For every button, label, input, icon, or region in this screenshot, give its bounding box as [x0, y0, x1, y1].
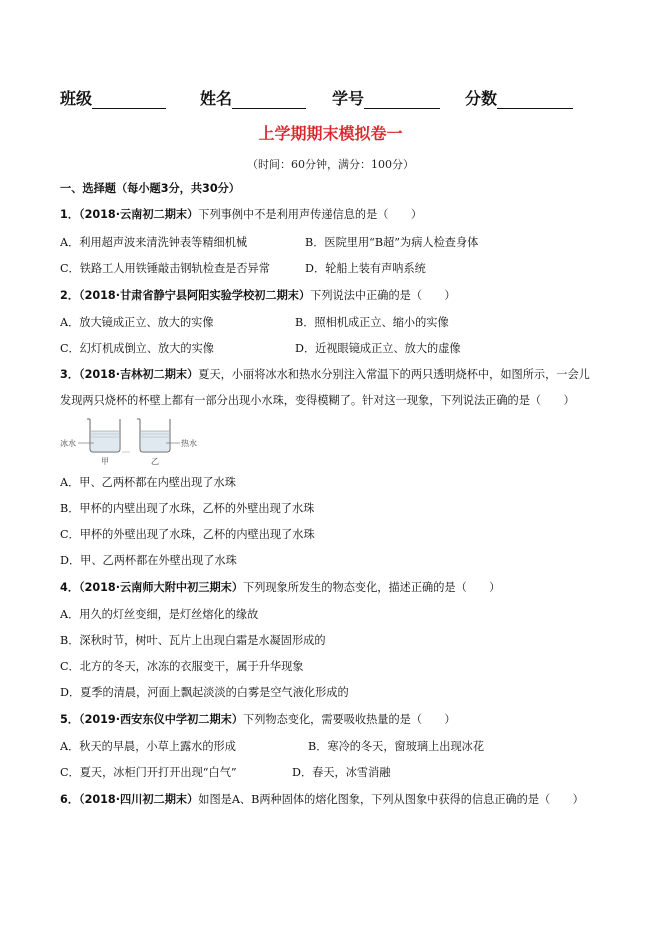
- question-text: 下列物态变化，需要吸收热量的是（ ）: [243, 713, 456, 726]
- q5-option-c: C．夏天，冰柜门开打开出现“白气”: [60, 766, 237, 779]
- name-label: 姓名: [200, 89, 233, 108]
- question-number: 4．: [60, 581, 79, 594]
- q5-option-d: D．春天，冰雪消融: [292, 766, 391, 779]
- question-text: 夏天，小丽将冰水和热水分别注入常温下的两只透明烧杯中，如图所示，一会儿: [198, 368, 590, 381]
- name-blank[interactable]: [232, 90, 306, 109]
- question-source: （2018·四川初二期末）: [78, 793, 199, 806]
- question-3-stem-continued: 发现两只烧杯的杯壁上都有一部分出现小水珠，变得模糊了。针对这一现象，下列说法正确的是（ ）: [60, 394, 575, 407]
- q4-option-b: B．深秋时节，树叶、瓦片上出现白霜是水凝固形成的: [60, 634, 326, 647]
- page-title: 上学期期末模拟卷一: [258, 124, 403, 143]
- student-number-field: [332, 86, 440, 109]
- question-source: （2018·甘肃省静宁县阿阳实验学校初二期末）: [78, 289, 311, 302]
- question-4-stem: [60, 580, 500, 596]
- q2-option-d: D．近视眼镜成正立、放大的虚像: [295, 342, 461, 355]
- q3-option-d: D．甲、乙两杯都在外壁出现了水珠: [60, 554, 237, 567]
- class-field: [60, 86, 166, 109]
- class-blank[interactable]: [92, 90, 166, 109]
- question-source: （2018·云南师大附中初三期末）: [78, 581, 244, 594]
- class-label: 班级: [60, 89, 93, 108]
- question-source: （2019·西安东仪中学初二期末）: [78, 713, 244, 726]
- score-blank[interactable]: [497, 90, 573, 109]
- question-source: （2018·吉林初二期末）: [78, 368, 199, 381]
- q1-option-c: C．铁路工人用铁锤敲击钢轨检查是否异常: [60, 262, 270, 275]
- q4-option-d: D．夏季的清晨，河面上飘起淡淡的白雾是空气液化形成的: [60, 686, 349, 699]
- section-heading: 一、选择题（每小题3分，共30分）: [60, 182, 240, 195]
- score-field: [465, 86, 573, 109]
- question-number: 3．: [60, 368, 79, 381]
- q5-option-a: A．秋天的早晨，小草上露水的形成: [60, 740, 236, 753]
- question-number: 5．: [60, 713, 79, 726]
- q5-option-b: B．寒冷的冬天，窗玻璃上出现冰花: [308, 740, 485, 753]
- question-text: 下列现象所发生的物态变化，描述正确的是（ ）: [243, 581, 501, 594]
- question-text: 如图是A、B两种固体的熔化图象，下列从图象中获得的信息正确的是（ ）: [198, 793, 584, 806]
- question-number: 1．: [60, 208, 79, 221]
- q3-option-b: B．甲杯的内壁出现了水珠，乙杯的外壁出现了水珠: [60, 502, 315, 515]
- q3-option-a: A．甲、乙两杯都在内壁出现了水珠: [60, 476, 236, 489]
- name-field: [200, 86, 306, 109]
- q3-option-c: C．甲杯的外壁出现了水珠，乙杯的内壁出现了水珠: [60, 528, 315, 541]
- q2-option-b: B．照相机成正立、缩小的实像: [295, 316, 449, 329]
- student-number-label: 学号: [332, 89, 365, 108]
- q2-option-c: C．幻灯机成倒立、放大的实像: [60, 342, 214, 355]
- q4-option-c: C．北方的冬天，冰冻的衣服变干，属于升华现象: [60, 660, 304, 673]
- label-yi: 乙: [151, 457, 159, 466]
- question-3-stem: [60, 367, 590, 383]
- beaker-figure: [60, 415, 200, 467]
- q1-option-a: A．利用超声波来清洗钟表等精细机械: [60, 236, 248, 249]
- q4-option-a: A．用久的灯丝变细，是灯丝熔化的缘故: [60, 608, 259, 621]
- question-2-stem: [60, 288, 456, 304]
- question-5-stem: [60, 712, 456, 728]
- label-ice-water: 冰水: [60, 439, 76, 448]
- q1-option-b: B．医院里用“B超”为病人检查身体: [305, 236, 479, 249]
- question-source: （2018·云南初二期末）: [78, 208, 199, 221]
- question-1-stem: [60, 207, 422, 223]
- score-label: 分数: [465, 89, 498, 108]
- label-hot-water: 热水: [181, 439, 197, 448]
- label-jia: 甲: [101, 457, 109, 466]
- question-number: 6．: [60, 793, 79, 806]
- question-text: 下列事例中不是利用声传递信息的是（ ）: [198, 208, 423, 221]
- question-6-stem: [60, 792, 584, 808]
- student-info-row: [60, 86, 600, 112]
- question-number: 2．: [60, 289, 79, 302]
- student-number-blank[interactable]: [364, 90, 440, 109]
- exam-time-info: （时间：60分钟，满分：100分）: [247, 158, 414, 171]
- beaker-diagram: [60, 415, 200, 467]
- question-text: 下列说法中正确的是（ ）: [310, 289, 456, 302]
- q2-option-a: A．放大镜成正立、放大的实像: [60, 316, 214, 329]
- q1-option-d: D．轮船上装有声呐系统: [305, 262, 426, 275]
